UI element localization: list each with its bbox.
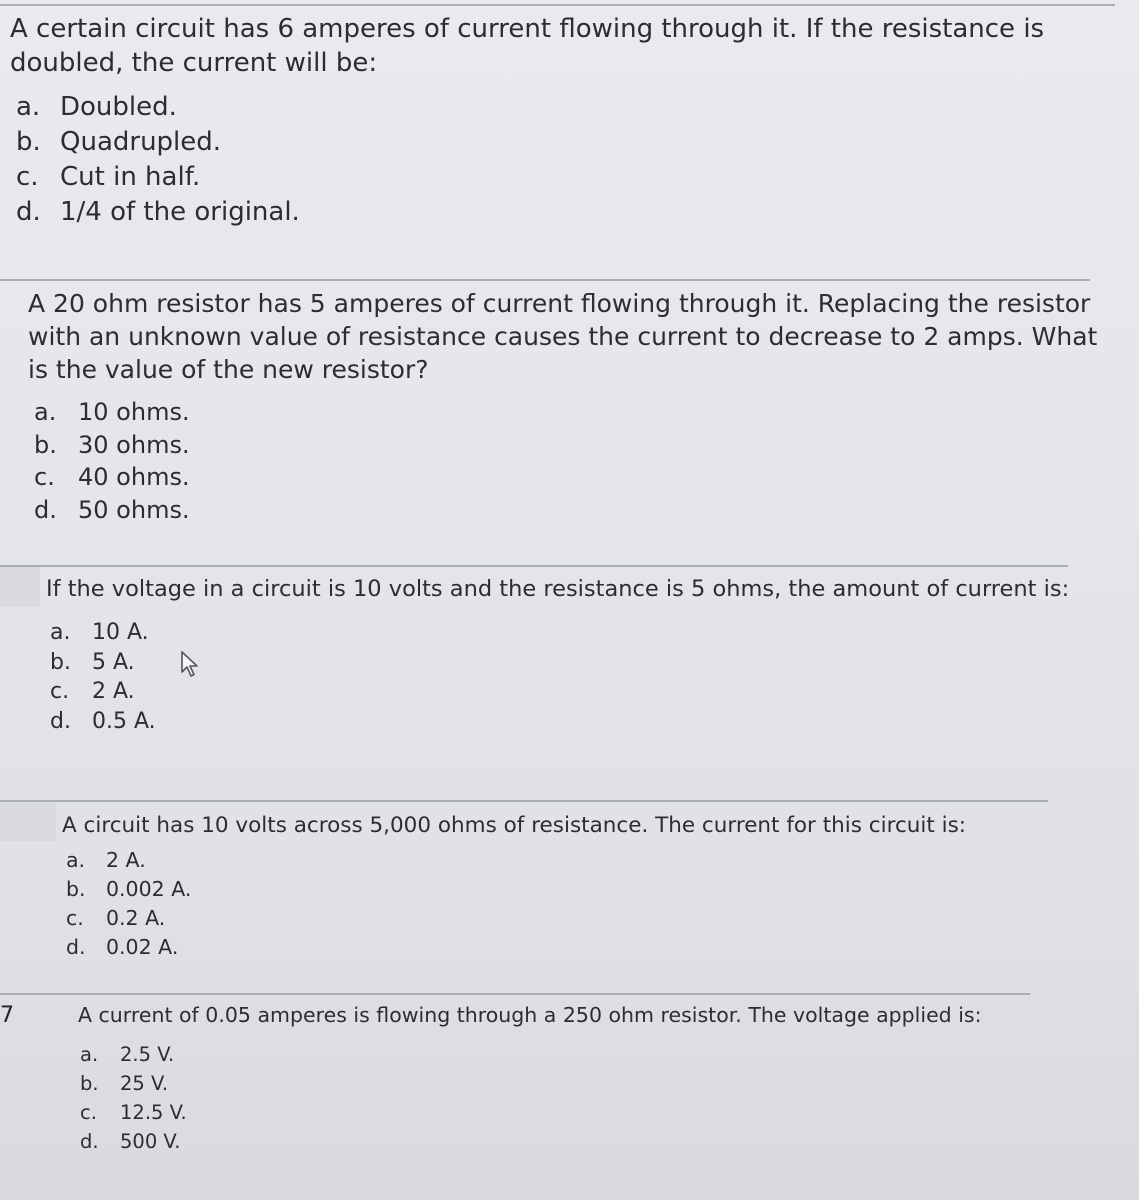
question-5 xyxy=(78,1002,1038,1156)
mouse-cursor-icon xyxy=(180,650,202,678)
option-text: Cut in half. xyxy=(60,162,201,192)
option-a[interactable] xyxy=(16,90,1120,125)
option-letter: c. xyxy=(50,679,70,704)
option-text: 5 A. xyxy=(92,649,135,675)
option-text: 0.2 A. xyxy=(106,906,166,930)
option-text: 2.5 V. xyxy=(120,1043,175,1066)
divider xyxy=(0,4,1115,6)
option-letter: a. xyxy=(50,620,71,645)
option-d[interactable] xyxy=(34,494,1098,527)
option-c[interactable] xyxy=(50,677,1076,707)
option-text: 30 ohms. xyxy=(78,430,190,459)
option-text: 1/4 of the original. xyxy=(60,197,300,227)
option-text: 10 ohms. xyxy=(78,398,190,426)
option-text: 25 V. xyxy=(120,1072,169,1095)
option-b[interactable] xyxy=(80,1069,1038,1098)
option-letter: d. xyxy=(80,1130,99,1153)
margin-shade xyxy=(0,567,40,607)
option-letter: d. xyxy=(16,197,41,227)
option-text: Quadrupled. xyxy=(60,127,222,157)
question-2 xyxy=(28,287,1098,526)
option-letter: c. xyxy=(80,1101,97,1124)
option-text: 50 ohms. xyxy=(78,495,190,524)
option-b[interactable] xyxy=(16,125,1120,160)
option-text: Doubled. xyxy=(60,92,177,122)
option-a[interactable] xyxy=(66,846,1062,875)
option-a[interactable] xyxy=(34,396,1098,429)
option-text: 0.5 A. xyxy=(92,708,156,734)
option-letter: b. xyxy=(50,649,71,675)
option-b[interactable] xyxy=(50,648,1076,678)
option-b[interactable] xyxy=(66,875,1062,904)
option-a[interactable] xyxy=(50,618,1076,648)
option-letter: b. xyxy=(16,127,41,157)
question-1 xyxy=(10,12,1120,230)
option-c[interactable] xyxy=(66,904,1062,933)
question-text: A circuit has 10 volts across 5,000 ohms of resistance. The current for this circuit is: xyxy=(62,813,967,838)
option-text: 0.002 A. xyxy=(106,877,192,901)
option-c[interactable] xyxy=(80,1098,1038,1127)
option-letter: b. xyxy=(34,430,57,459)
question-text: A 20 ohm resistor has 5 amperes of current flowing through it. Replacing the resistor with an unknown value of resistance causes the current to decrease to 2 amps. What is the value of the new resistor? xyxy=(28,289,1098,384)
option-text: 40 ohms. xyxy=(78,463,190,491)
option-d[interactable] xyxy=(80,1127,1038,1156)
divider xyxy=(0,993,1030,995)
divider xyxy=(0,800,1048,802)
question-text: A current of 0.05 amperes is flowing through a 250 ohm resistor. The voltage applied is: xyxy=(78,1003,982,1027)
option-text: 12.5 V. xyxy=(120,1101,187,1124)
option-a[interactable] xyxy=(80,1040,1038,1069)
option-d[interactable] xyxy=(16,195,1120,230)
option-text: 0.02 A. xyxy=(106,935,179,959)
question-4 xyxy=(62,812,1062,962)
option-text: 500 V. xyxy=(120,1130,181,1153)
option-d[interactable] xyxy=(50,707,1076,737)
option-letter: d. xyxy=(50,708,71,734)
question-text: A certain circuit has 6 amperes of current flowing through it. If the resistance is doubled, the current will be: xyxy=(10,14,1045,78)
option-b[interactable] xyxy=(34,429,1098,462)
option-c[interactable] xyxy=(34,461,1098,494)
option-letter: d. xyxy=(66,935,86,959)
option-letter: c. xyxy=(66,906,84,930)
question-text: If the voltage in a circuit is 10 volts and the resistance is 5 ohms, the amount of current is: xyxy=(46,576,1070,602)
option-c[interactable] xyxy=(16,160,1120,195)
option-d[interactable] xyxy=(66,933,1062,962)
option-letter: b. xyxy=(80,1072,99,1095)
option-letter: c. xyxy=(34,463,55,491)
option-letter: c. xyxy=(16,162,39,192)
option-letter: a. xyxy=(34,398,57,426)
option-letter: a. xyxy=(16,92,41,122)
option-letter: a. xyxy=(66,848,86,872)
option-text: 10 A. xyxy=(92,620,149,645)
margin-number: 7 xyxy=(0,1003,14,1028)
option-text: 2 A. xyxy=(106,848,146,872)
divider xyxy=(0,565,1068,567)
divider xyxy=(0,279,1090,281)
margin-shade xyxy=(0,803,56,841)
option-letter: d. xyxy=(34,495,57,524)
option-letter: b. xyxy=(66,877,86,901)
option-letter: a. xyxy=(80,1043,99,1066)
option-text: 2 A. xyxy=(92,679,135,704)
